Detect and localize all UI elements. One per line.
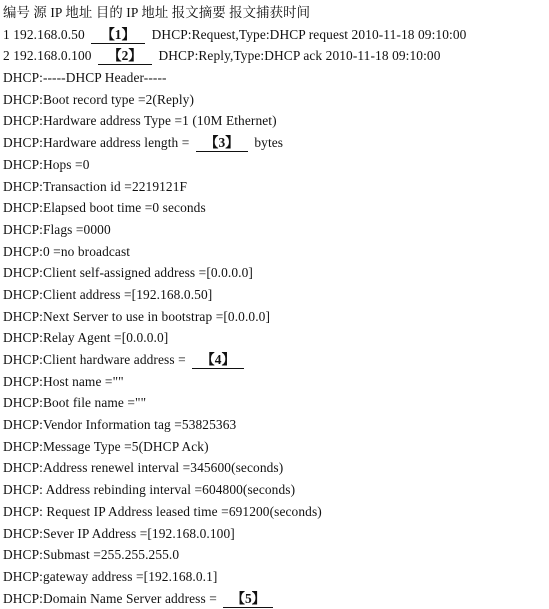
dhcp-field-line [3,110,549,132]
answer-blank: 【2】 [98,48,152,65]
line-text: DHCP: Request IP Address leased time =691200(seconds) [3,503,322,519]
answer-blank: 【1】 [91,27,145,44]
line-text: DHCP:Domain Name Server address = [3,590,221,606]
dhcp-field-line [3,414,549,436]
answer-blank: 【5】 [223,591,273,608]
line-text: DHCP:Elapsed boot time =0 seconds [3,200,206,216]
line-text: DHCP:0 =no broadcast [3,243,131,259]
line-text: DHCP:Boot record type =2(Reply) [3,91,195,107]
capture-lines [3,24,549,609]
line-text: DHCP:Boot file name ="" [3,395,147,411]
dhcp-field-line [3,197,549,219]
dhcp-field-line [3,479,549,501]
dhcp-field-line [3,349,549,371]
line-text: DHCP:Client address =[192.168.0.50] [3,286,213,302]
line-text: DHCP:Hardware address Type =1 (10M Ethernet) [3,113,277,129]
dhcp-field-line [3,392,549,414]
line-text: DHCP:Hardware address length = [3,135,193,151]
column-header: 编号 源 IP 地址 目的 IP 地址 报文摘要 报文捕获时间 [3,5,311,20]
dhcp-field-line [3,588,549,609]
line-text: DHCP:Client self-assigned address =[0.0.0.0] [3,265,253,281]
line-text: 2 192.168.0.100 [3,48,95,64]
line-text: DHCP: Address rebinding interval =604800(seconds) [3,482,296,498]
dhcp-field-line [3,457,549,479]
dhcp-field-line [3,544,549,566]
line-text: bytes [250,135,284,151]
answer-blank: 【4】 [192,352,244,369]
dhcp-field-line [3,67,549,89]
dhcp-capture-document [3,2,549,609]
line-text: DHCP:-----DHCP Header----- [3,70,167,86]
line-text: DHCP:Address renewel interval =345600(seconds) [3,460,284,476]
line-text: DHCP:Hops =0 [3,156,90,172]
dhcp-field-line [3,154,549,176]
line-text: DHCP:Sever IP Address =[192.168.0.100] [3,525,235,541]
line-text: DHCP:Host name ="" [3,373,124,389]
line-text: DHCP:Client hardware address = [3,352,190,367]
dhcp-field-line [3,566,549,588]
line-text: DHCP:Flags =0000 [3,221,111,237]
line-text: 1 192.168.0.50 [3,26,89,42]
dhcp-field-line [3,132,549,154]
line-text: DHCP:Reply,Type:DHCP ack 2010-11-18 09:10:00 [155,48,441,64]
dhcp-field-line [3,176,549,198]
line-text: DHCP:Relay Agent =[0.0.0.0] [3,330,169,346]
dhcp-field-line [3,327,549,349]
dhcp-field-line [3,436,549,458]
packet-summary-line [3,45,549,67]
dhcp-field-line [3,501,549,523]
dhcp-field-line [3,371,549,393]
dhcp-field-line [3,219,549,241]
line-text: DHCP:Message Type =5(DHCP Ack) [3,438,209,454]
dhcp-field-line [3,523,549,545]
line-text: DHCP:Next Server to use in bootstrap =[0.0.0.0] [3,308,271,324]
dhcp-field-line [3,262,549,284]
dhcp-field-line [3,241,549,263]
answer-blank: 【3】 [196,135,248,152]
line-text: DHCP:Vendor Information tag =53825363 [3,417,237,433]
dhcp-field-line [3,89,549,111]
line-text: DHCP:Submast =255.255.255.0 [3,547,180,563]
packet-summary-line [3,24,549,46]
line-text: DHCP:gateway address =[192.168.0.1] [3,568,218,584]
dhcp-field-line [3,284,549,306]
dhcp-field-line [3,306,549,328]
line-text: DHCP:Request,Type:DHCP request 2010-11-18 09:10:00 [148,26,467,42]
line-text: DHCP:Transaction id =2219121F [3,178,188,194]
